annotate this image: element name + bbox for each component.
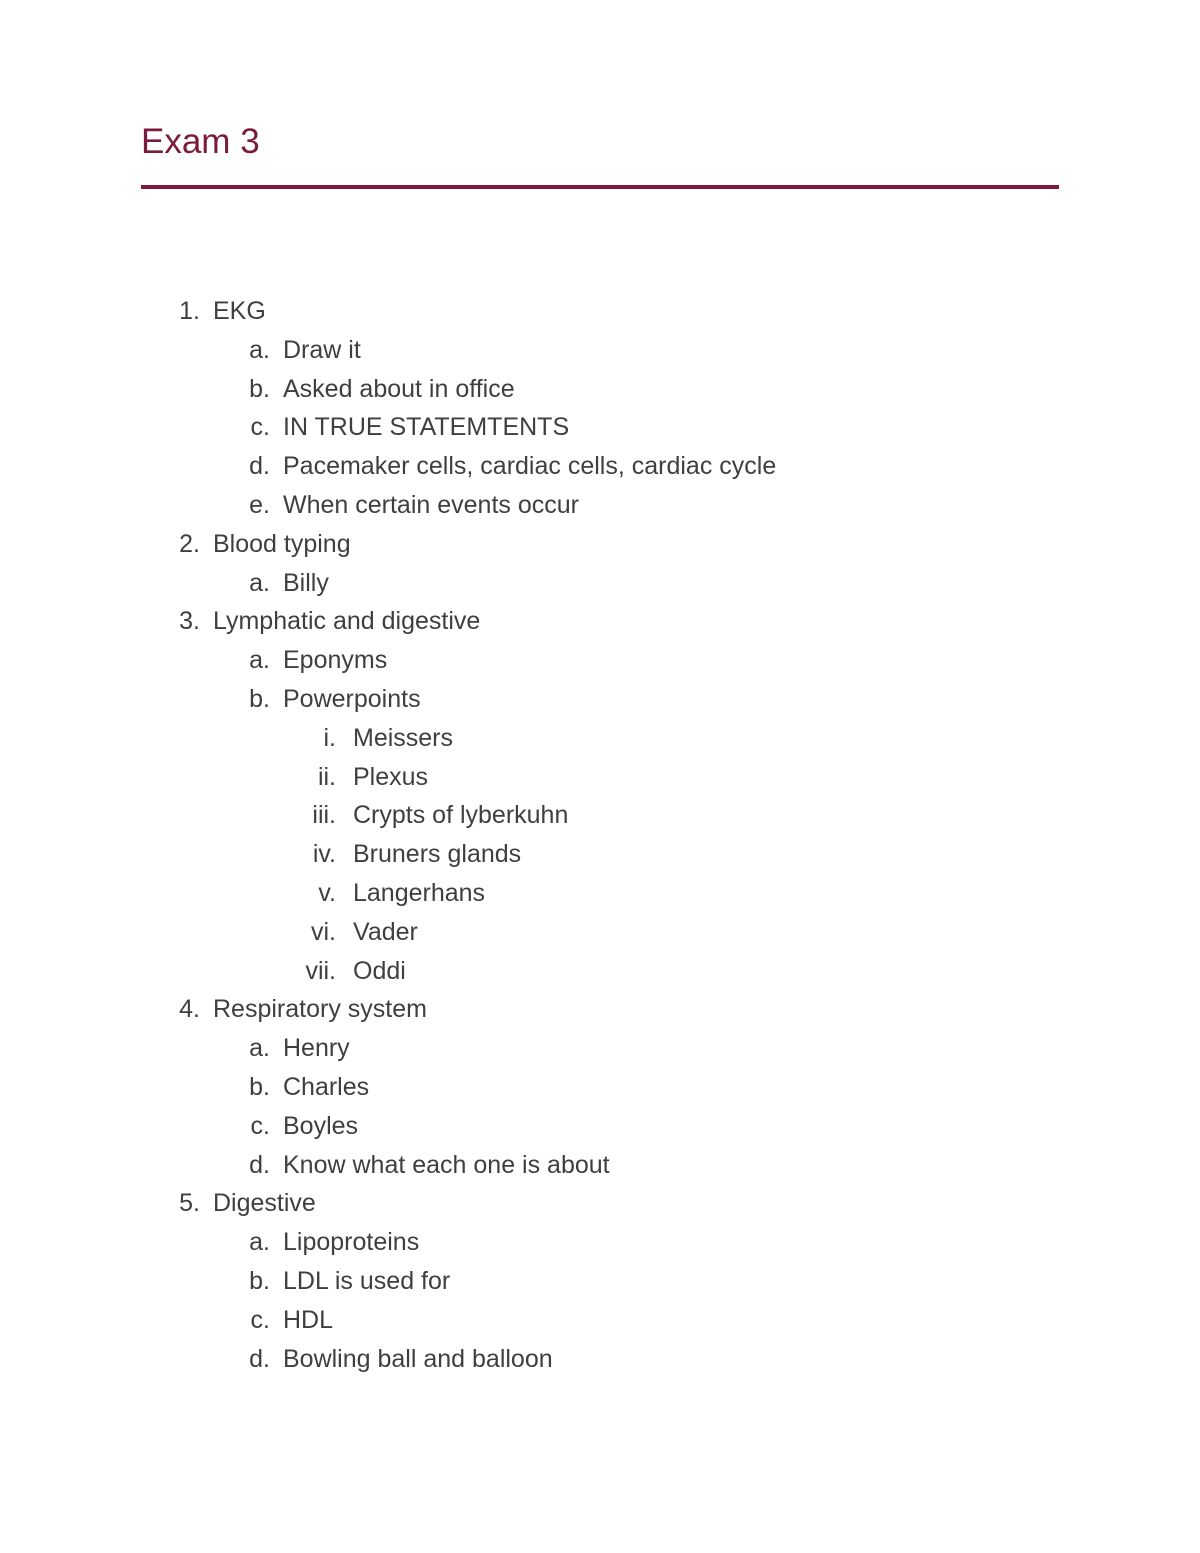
list-marker: a.	[249, 646, 270, 675]
list-marker: c.	[250, 1305, 270, 1334]
list-marker: d.	[249, 1150, 270, 1179]
list-item-text: Digestive	[213, 1189, 316, 1218]
page-title: Exam 3	[141, 122, 260, 161]
exam-outline	[0, 292, 1200, 1378]
list-marker: iii.	[312, 801, 336, 830]
list-item-text: Bowling ball and balloon	[283, 1344, 553, 1373]
outline-item	[0, 1184, 1200, 1223]
outline-subitem	[0, 486, 1200, 525]
outline-item	[0, 602, 1200, 641]
list-marker: 5.	[179, 1189, 200, 1218]
list-marker: a.	[249, 568, 270, 597]
list-item-text: When certain events occur	[283, 490, 579, 519]
list-item-text: Crypts of lyberkuhn	[353, 801, 569, 830]
list-item-text: Meissers	[353, 723, 454, 752]
list-item-text: Asked about in office	[283, 374, 515, 403]
outline-subitem	[0, 331, 1200, 370]
list-marker: 4.	[179, 995, 200, 1024]
outline-subitem	[0, 1068, 1200, 1107]
list-item-text: Blood typing	[213, 529, 351, 558]
list-marker: a.	[249, 335, 270, 364]
list-marker: c.	[250, 413, 270, 442]
list-item-text: Charles	[283, 1072, 370, 1101]
list-marker: b.	[249, 1266, 270, 1295]
list-item-text: Respiratory system	[213, 995, 427, 1024]
list-item-text: Lymphatic and digestive	[213, 607, 481, 636]
list-item-text: Oddi	[353, 956, 406, 985]
list-item-text: Eponyms	[283, 646, 388, 675]
outline-subitem	[0, 680, 1200, 719]
list-marker: a.	[249, 1228, 270, 1257]
outline-subsubitem	[0, 835, 1200, 874]
list-item-text: Langerhans	[353, 878, 486, 907]
outline-subitem	[0, 1146, 1200, 1185]
outline-subsubitem	[0, 874, 1200, 913]
outline-subitem	[0, 1107, 1200, 1146]
list-item-text: Draw it	[283, 335, 361, 364]
list-item-text: IN TRUE STATEMTENTS	[283, 413, 570, 442]
list-marker: i.	[323, 723, 336, 752]
outline-subsubitem	[0, 913, 1200, 952]
list-item-text: Plexus	[353, 762, 429, 791]
outline-subitem	[0, 1301, 1200, 1340]
list-marker: v.	[318, 878, 336, 907]
outline-subitem	[0, 564, 1200, 603]
outline-item	[0, 525, 1200, 564]
list-item-text: Boyles	[283, 1111, 359, 1140]
list-item-text: Bruners glands	[353, 840, 522, 869]
list-marker: 1.	[179, 297, 200, 325]
outline-subitem	[0, 1029, 1200, 1068]
title-divider	[141, 185, 1059, 189]
outline-subitem	[0, 408, 1200, 447]
outline-subitem	[0, 1223, 1200, 1262]
outline-item	[0, 292, 1200, 331]
list-marker: e.	[249, 490, 270, 519]
outline-subsubitem	[0, 719, 1200, 758]
list-marker: iv.	[312, 840, 336, 869]
list-marker: b.	[249, 684, 270, 713]
list-marker: a.	[249, 1034, 270, 1063]
list-marker: b.	[249, 1072, 270, 1101]
outline-subitem	[0, 447, 1200, 486]
outline-subitem	[0, 1340, 1200, 1379]
list-marker: b.	[249, 374, 270, 403]
list-marker: vii.	[305, 956, 336, 985]
list-item-text: Henry	[283, 1034, 350, 1063]
list-marker: c.	[250, 1111, 270, 1140]
outline-subitem	[0, 1262, 1200, 1301]
list-marker: vi.	[311, 917, 336, 946]
outline-subitem	[0, 641, 1200, 680]
list-marker: d.	[249, 1344, 270, 1373]
list-item-text: Know what each one is about	[283, 1150, 610, 1179]
list-item-text: EKG	[213, 297, 266, 325]
list-item-text: Powerpoints	[283, 684, 421, 713]
list-item-text: HDL	[283, 1305, 334, 1334]
outline-subsubitem	[0, 952, 1200, 991]
list-item-text: Billy	[283, 568, 329, 597]
outline-subsubitem	[0, 796, 1200, 835]
list-marker: 3.	[179, 607, 200, 636]
list-item-text: Pacemaker cells, cardiac cells, cardiac cycle	[283, 452, 777, 481]
list-item-text: Vader	[353, 917, 418, 946]
outline-subsubitem	[0, 758, 1200, 797]
list-item-text: LDL is used for	[283, 1266, 451, 1295]
list-marker: 2.	[179, 529, 200, 558]
list-marker: d.	[249, 452, 270, 481]
list-item-text: Lipoproteins	[283, 1228, 420, 1257]
outline-subitem	[0, 370, 1200, 409]
outline-item	[0, 990, 1200, 1029]
list-marker: ii.	[317, 762, 336, 791]
